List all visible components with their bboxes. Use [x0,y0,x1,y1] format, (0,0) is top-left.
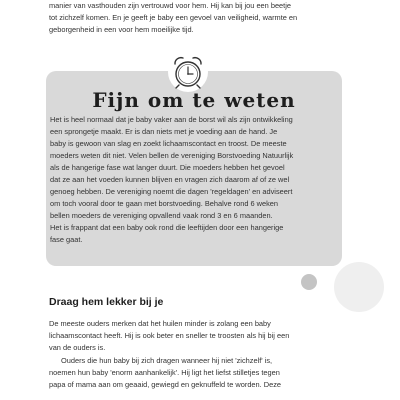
info-box-line: Het is heel normaal dat je baby vaker aan de borst wil als zijn ontwikkeling [50,115,293,124]
section-paragraph [49,355,348,391]
info-box-line: om toch vooral door te gaan met borstvoeding. Behalve rond 6 weken [50,199,279,208]
paragraph-line: Ouders die hun baby bij zich dragen wanneer hij niet 'zichzelf' is, [61,356,273,365]
paragraph-line: lichaamscontact heeft. Hij is ook beter en sneller te troosten als hij bij een [49,331,290,340]
decorative-circle-dark [301,274,317,290]
section-paragraph [49,318,348,354]
paragraph-line: De meeste ouders merken dat het huilen minder is zolang een baby [49,319,271,328]
info-box-line: dat ze aan het voeden kunnen blijven en vragen zich daarom af of ze wel [50,175,290,184]
intro-line: tot zichzelf komen. En je geeft je baby een gevoel van veiligheid, warmte en [49,13,298,22]
alarm-clock-icon [168,52,208,92]
intro-line: geborgenheid in een voor hem moeilijke tijd. [49,25,194,34]
decorative-circle-light [334,262,384,312]
info-box-line: bellen moeders de vereniging opvallend vaak rond 3 en 6 maanden. [50,211,273,220]
intro-paragraph [49,0,349,36]
info-box-text [50,114,342,246]
info-box-line: baby is gewoon van slag en zoekt lichaamscontact en troost. De meeste [50,139,287,148]
section-heading: Draag hem lekker bij je [49,296,164,308]
paragraph-line: papa of mama aan om geaaid, gewiegd en geknuffeld te worden. Deze [49,380,282,389]
info-box-line: genoeg hebben. De vereniging noemt die dagen 'regeldagen' en adviseert [50,187,293,196]
info-box-line: een sprongetje maakt. Er is dan niets met je voeding aan de hand. Je [50,127,278,136]
intro-line: manier van vasthouden zijn vertrouwd voor hem. Hij kan bij jou een beetje [49,1,291,10]
info-box-title: Fijn om te weten [92,88,296,112]
paragraph-line: noemen hun baby 'enorm aanhankelijk'. Hij ligt het liefst stilletjes tegen [49,368,280,377]
info-box-line: moeders weten dit niet. Velen bellen de vereniging Borstvoeding Natuurlijk [50,151,294,160]
info-box-line: Het is frappant dat een baby ook rond die leeftijden door een hangerige [50,223,284,232]
info-box-line: als de hangerige fase wat langer duurt. Die moeders hebben het gevoel [50,163,285,172]
paragraph-line: van de ouders is. [49,343,106,352]
info-box-line: fase gaat. [50,235,83,244]
